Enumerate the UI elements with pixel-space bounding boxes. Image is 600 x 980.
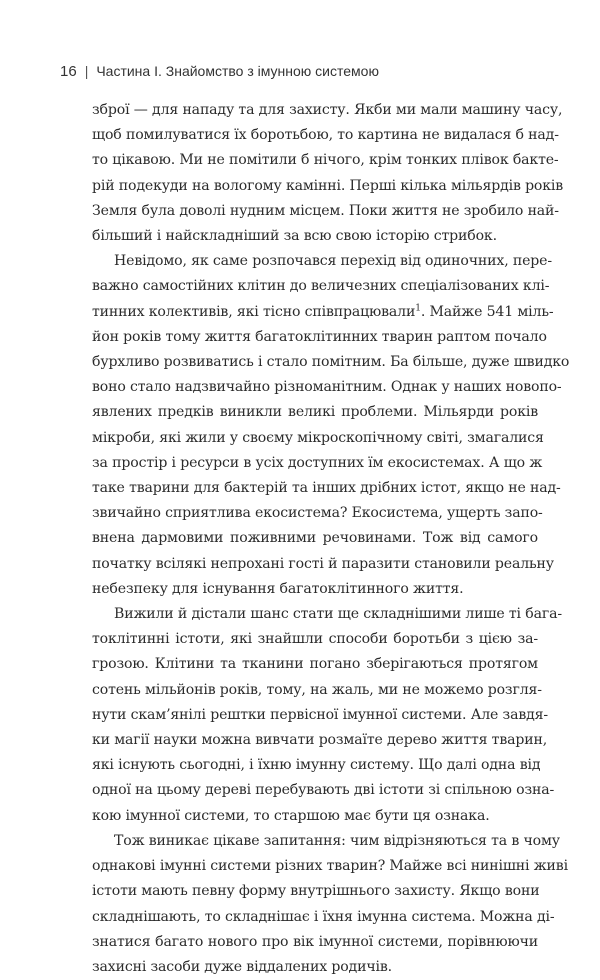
text-line: грозою. Клітини та тканини погано зберігаються протягом [92, 656, 538, 673]
text-line: Тож виникає цікаве запитання: чим відрізняються та в чому [114, 832, 560, 849]
text-line: Невідомо, як саме розпочався перехід від одиночних, пере- [114, 253, 552, 270]
text-line: однакові імунні системи різних тварин? Майже всі нинішні живі [92, 858, 568, 875]
text-line: Земля була доволі нудним місцем. Поки життя не зробило най- [92, 202, 559, 219]
text-segment: тинних колективів, які тісно співпрацювали [92, 303, 416, 320]
paragraph [92, 98, 564, 249]
text-line: зброї — для нападу та для захисту. Якби ми мали машину часу, [92, 102, 563, 118]
footnote-marker[interactable]: 1 [415, 302, 421, 313]
text-line: то цікавою. Ми не помітили б нічого, крім тонких плівок бакте- [92, 152, 559, 169]
text-line: бурхливо розвиватись і стало помітним. Ба більше, дуже швидко [92, 354, 570, 371]
text-line: ки магії науки можна вивчати розмаїте дерево життя тварин, [92, 732, 548, 749]
text-line: які існують сьогодні, і їхню імунну систему. Що далі одна від [92, 757, 541, 774]
text-line: початку всілякі непрохані гості й паразити становили реальну [92, 555, 554, 572]
text-line: сотень мільйонів років, тому, на жаль, ми не можемо розгля- [92, 681, 542, 698]
text-line: знатися багато нового про вік імунної системи, порівнюючи [92, 933, 538, 950]
text-line [92, 300, 554, 325]
text-line: щоб помилуватися їх боротьбою, то картина не видалася б над- [92, 127, 559, 144]
text-line: за простір і ресурси в усіх доступних їм екосистемах. А що ж [92, 454, 543, 471]
text-line: воно стало надзвичайно різноманітним. Однак у наших новопо- [92, 379, 562, 396]
text-line: Вижили й дістали шанс стати ще складнішими лише ті бага- [114, 606, 562, 623]
text-line: явлених предків виникли великі проблеми. Мільярди років [92, 404, 538, 421]
chapter-title: Частина I. Знайомство з імунною системою [96, 63, 379, 79]
text-line: складнішають, то складнішає і їхня імунна система. Можна ді- [92, 908, 555, 925]
text-line: йон років тому життя багатоклітинних тварин раптом почало [92, 328, 547, 345]
paragraph [92, 602, 562, 829]
header-separator: | [84, 63, 89, 79]
text-line: звичайно сприятлива екосистема? Екосистема, ущерть запо- [92, 505, 543, 522]
text-line: мікроби, які жили у своєму мікроскопічному світі, змагалися [92, 429, 544, 446]
text-line: внена дармовими поживними речовинами. Тож від самого [92, 530, 538, 547]
text-line: небезпеку для існування багатоклітинного життя. [92, 580, 464, 597]
page-number: 16 [60, 62, 77, 80]
text-line: кою імунної системи, то старшою має бути ця ознака. [92, 807, 490, 824]
paragraph [92, 829, 568, 980]
text-line: важно самостійних клітин до величезних спеціалізованих клі- [92, 278, 550, 295]
text-line: більший і найскладніший за всю свою історію стрибок. [92, 228, 497, 245]
text-line: одної на цьому дереві перебувають дві істоти зі спільною озна- [92, 782, 555, 799]
text-line: істоти мають певну форму внутрішнього захисту. Якщо вони [92, 883, 540, 900]
text-line: рій подекуди на вологому камінні. Перші кілька мільярдів років [92, 177, 564, 194]
body-text [92, 98, 570, 980]
text-line: нути скам’янілі рештки первісної імунної системи. Але завдя- [92, 706, 548, 723]
text-line: захисні засоби дуже віддалених родичів. [92, 958, 392, 975]
paragraph [92, 249, 570, 602]
running-header [60, 60, 379, 82]
text-line: таке тварини для бактерій та інших дрібних істот, якщо не над- [92, 480, 561, 497]
text-line: токлітинні істоти, які знайшли способи боротьби з цією за- [92, 631, 538, 648]
text-segment: . Майже 541 міль- [420, 303, 554, 320]
